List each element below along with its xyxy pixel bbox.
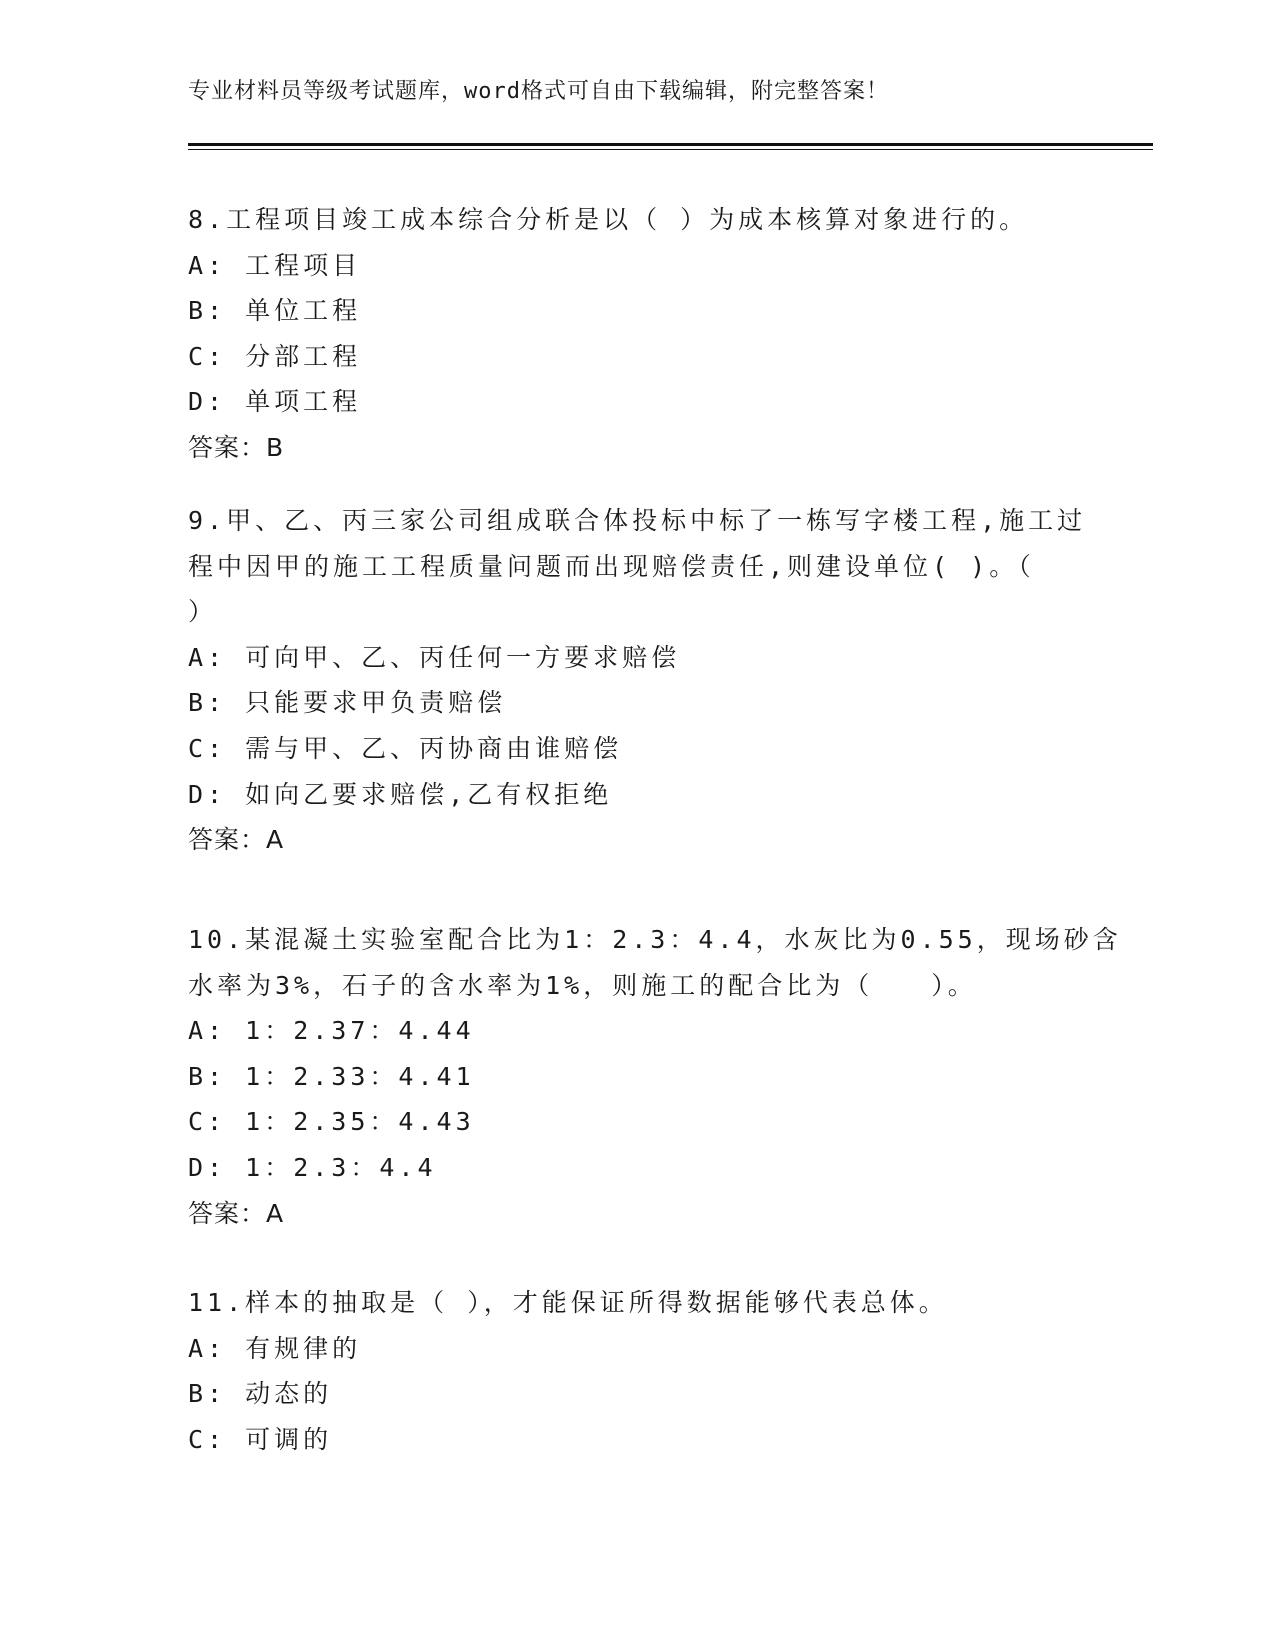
option-b: B: 动态的 <box>188 1379 333 1409</box>
header-rule-thin <box>188 149 1153 150</box>
option-c: C: 分部工程 <box>188 341 362 371</box>
option-c: C: 可调的 <box>188 1424 333 1454</box>
answer-label: 答案：A <box>188 1198 285 1228</box>
option-a: A: 工程项目 <box>188 250 362 280</box>
question-9 <box>188 498 1088 863</box>
option-d: D: 如向乙要求赔偿,乙有权拒绝 <box>188 779 613 809</box>
header-rule-thick <box>188 143 1153 146</box>
answer-label: 答案：A <box>188 825 285 855</box>
question-stem: 8.工程项目竣工成本综合分析是以（ ）为成本核算对象进行的。 <box>188 205 1029 234</box>
option-d: D: 单项工程 <box>188 387 362 417</box>
option-a: A: 可向甲、乙、丙任何一方要求赔偿 <box>188 642 681 672</box>
question-stem: 10.某混凝土实验室配合比为1：2.3：4.4，水灰比为0.55，现场砂含 <box>188 925 1122 954</box>
question-stem: 11.样本的抽取是（ ），才能保证所得数据能够代表总体。 <box>188 1288 948 1317</box>
question-stem: ） <box>188 597 218 627</box>
option-b: B: 单位工程 <box>188 296 362 326</box>
question-10 <box>188 917 1122 1236</box>
question-stem: 水率为3%，石子的含水率为1%，则施工的配合比为（ ）。 <box>188 970 977 1000</box>
option-a: A: 1：2.37：4.44 <box>188 1016 475 1046</box>
page-header: 专业材料员等级考试题库，word格式可自由下载编辑，附完整答案！ <box>188 79 889 104</box>
option-b: B: 1：2.33：4.41 <box>188 1061 475 1091</box>
question-stem: 9.甲、乙、丙三家公司组成联合体投标中标了一栋写字楼工程,施工过 <box>188 506 1087 535</box>
question-11 <box>188 1280 1088 1462</box>
option-b: B: 只能要求甲负责赔偿 <box>188 688 507 718</box>
option-c: C: 需与甲、乙、丙协商由谁赔偿 <box>188 733 623 763</box>
option-a: A: 有规律的 <box>188 1333 362 1363</box>
question-8 <box>188 197 1088 471</box>
option-c: C: 1：2.35：4.43 <box>188 1107 475 1137</box>
answer-label: 答案：B <box>188 432 285 462</box>
question-stem: 程中因甲的施工工程质量问题而出现赔偿责任,则建设单位( )。（ <box>188 551 1035 581</box>
option-d: D: 1：2.3：4.4 <box>188 1152 437 1182</box>
